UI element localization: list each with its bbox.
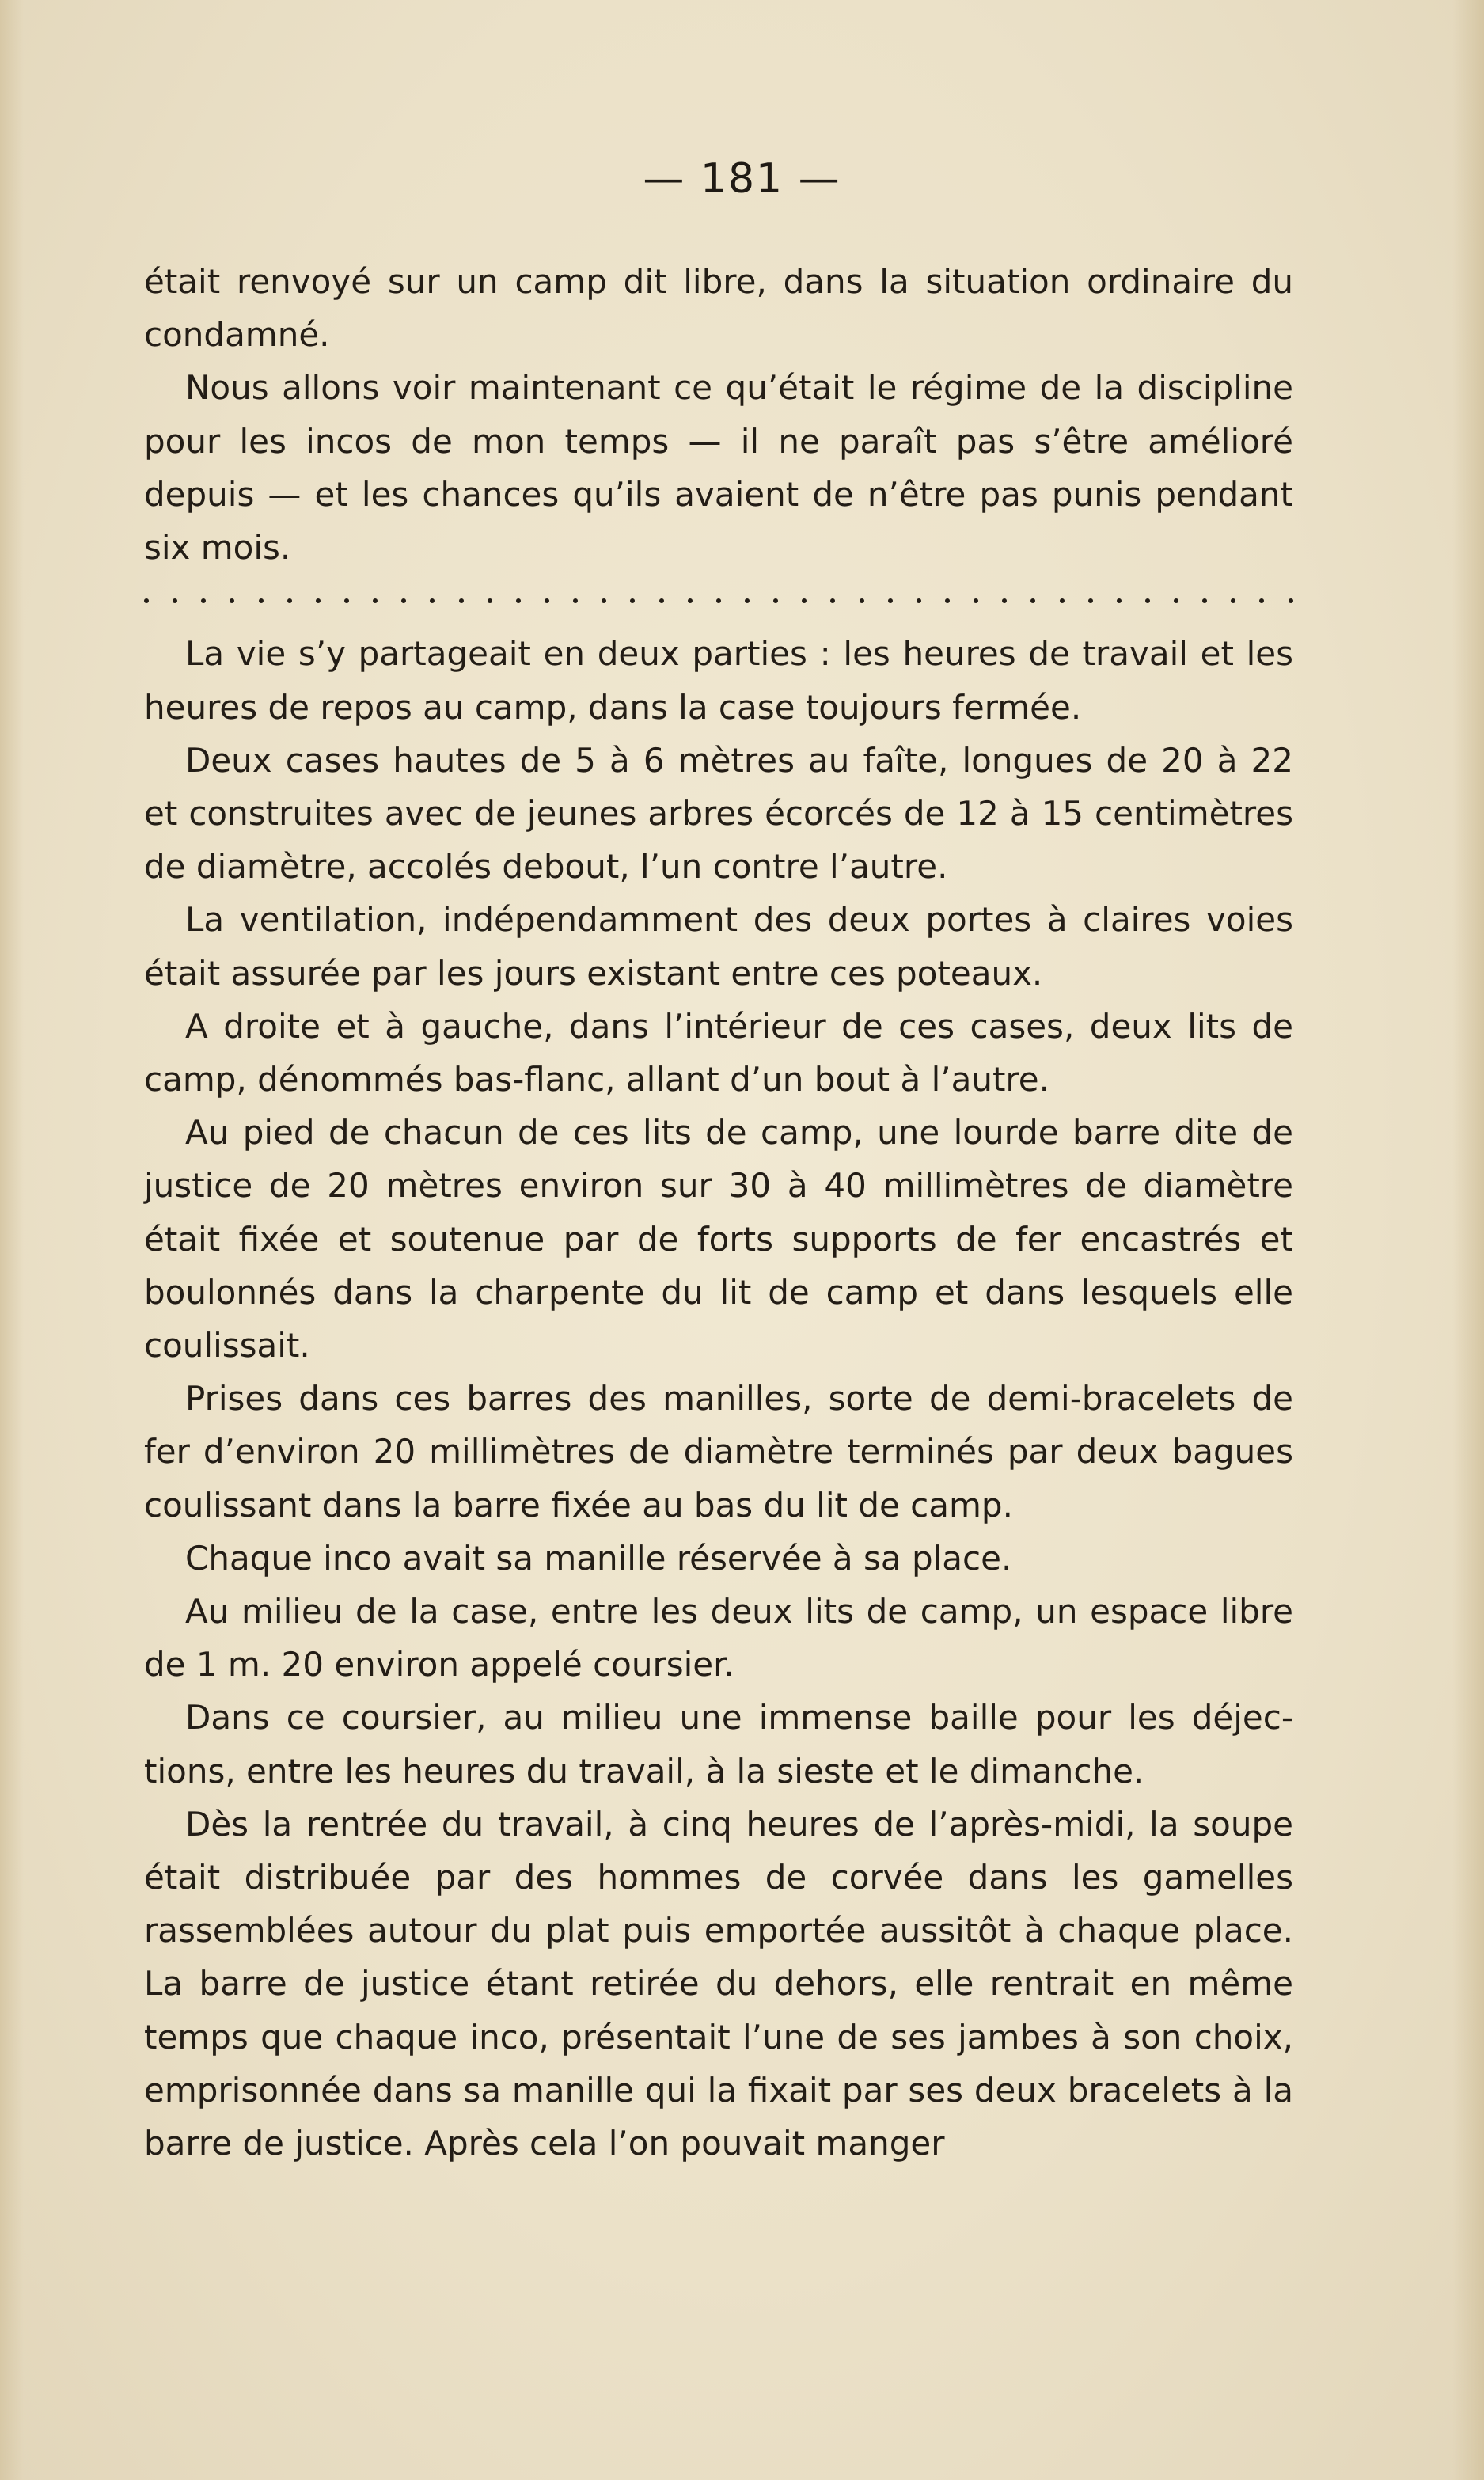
page-edge-shadow-right — [1452, 0, 1484, 2480]
paragraph: La vie s’y partageait en deux parties : les heures de travail et les heures de repos au camp, dans la case toujours fermée. — [144, 634, 1293, 727]
paragraph: Au pied de chacun de ces lits de camp, une lourde barre dite de justice de 20 mètres environ sur 30 à 40 millimètres de diamètre était fixée et soutenue par de forts supports de fer encastrés et boulonnés dans la charpente du lit de camp et dans lesquels elle coulissait. — [144, 1113, 1293, 1365]
paragraph: Au milieu de la case, entre les deux lits de camp, un espace libre de 1 m. 20 environ appelé coursier. — [144, 1592, 1293, 1684]
paragraph: Chaque inco avait sa manille réservée à sa place. — [185, 1538, 1012, 1578]
paragraph: Deux cases hautes de 5 à 6 mètres au faîte, longues de 20 à 22 et construites avec de jeunes arbres écorcés de 12 à 15 centimètres de diamètre, accolés debout, l’un contre l’autre. — [144, 740, 1293, 887]
page-edge-shadow-left — [0, 0, 24, 2480]
paragraph: La ventilation, indépendamment des deux portes à claires voies était assurée par les jours existant entre ces poteaux. — [144, 900, 1293, 993]
paragraph: Dans ce coursier, au milieu une immense baille pour les déjections, entre les heures du travail, à la sieste et le dimanche. — [144, 1698, 1293, 1791]
body-text — [144, 255, 1293, 2170]
paragraph: Prises dans ces barres des manilles, sorte de demi-bracelets de fer d’environ 20 millimètres de diamètre terminés par deux bagues coulissant dans la barre fixée au bas du lit de camp. — [144, 1379, 1293, 1525]
ellipsis-divider — [144, 574, 1293, 627]
paragraph: Dès la rentrée du travail, à cinq heures de l’après-midi, la soupe était distribuée par des hommes de corvée dans les gamelles rassemblées autour du plat puis emportée aussitôt à chaque place. La barre de justice étant retirée du dehors, elle rentrait en même temps que chaque inco, présentait l’une de ses jambes à son choix, emprisonnée dans sa manille qui la fixait par ses deux bracelets à la barre de justice. Après cela l’on pouvait manger — [144, 1804, 1293, 2163]
paragraph-continuation: était renvoyé sur un camp dit libre, dans la situation ordinaire du condamné. — [144, 262, 1293, 355]
page-number: — 181 — — [643, 155, 841, 203]
paragraph: A droite et à gauche, dans l’intérieur de ces cases, deux lits de camp, dénommés bas-flanc, allant d’un bout à l’autre. — [144, 1006, 1293, 1099]
paragraph: Nous allons voir maintenant ce qu’était le régime de la discipline pour les incos de mon temps — il ne paraît pas s’être amélioré depuis — et les chances qu’ils avaient de n’être pas punis pendant six mois. — [144, 368, 1293, 568]
